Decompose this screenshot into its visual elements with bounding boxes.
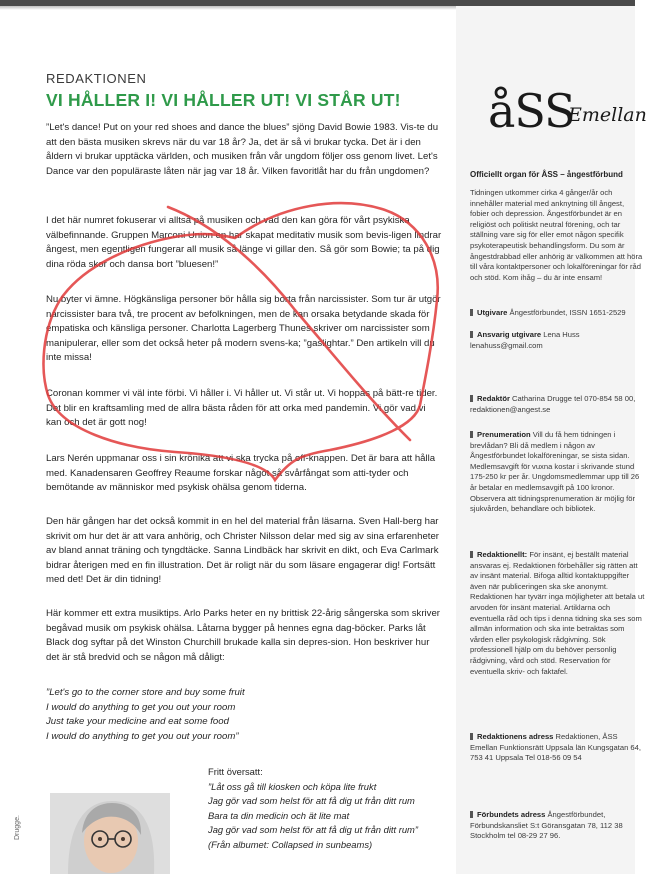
paragraph-5: Lars Nerén uppmanar oss i sin krönika att vi ska trycka på off-knappen. Det är bara att hålla med. Kanadensaren Geoffrey Reaume forskar något så svårfångat som atti-tyder och bemötande av människor med psykisk ohälsa genom tiderna. [46, 453, 436, 493]
portrait-illustration [50, 793, 170, 874]
lyric-line: Just take your medicine and eat some food [46, 716, 229, 727]
bullet-icon [470, 811, 473, 818]
paragraph-6: Den här gången har det också kommit in en hel del material från läsarna. Sven Hall-berg har skrivit om hur det är att vara anhörig, och Christer Nilsson delar med sig av sina erfarenheter av bland annat träning och tyngdtäcke. Sanna Lindbäck har skrivit en dikt, och Eva Carlmark bidrar återigen med en fin illustration. Det är roligt när du som läsare engagerar dig! Fortsätt med det! Det är din tidning! [46, 516, 439, 585]
brand-logo-subtitle: Emellan [568, 104, 647, 126]
translation-line: Jag gör vad som helst för att få dig ut från ditt rum [208, 795, 415, 806]
masthead-item-ansvarig: Ansvarig utgivare Lena Huss lenahuss@gmail.com [470, 330, 580, 350]
masthead-item-redaktor: Redaktör Catharina Drugge tel 070-854 58 00, redaktionen@angest.se [470, 394, 636, 414]
bullet-icon [470, 309, 473, 316]
masthead-item-utgivare: Utgivare Ångestförbundet, ISSN 1651-2529 [470, 308, 645, 319]
paragraph-1: ”Let's dance! Put on your red shoes and dance the blues” sjöng David Bowie 1983. Vis-te du att den bästa musiken skrevs när du var 18 år? Ja, det är så vi brukar tycka. Det är i den åldern vi brukar upptäcka världen, och musiken från vår ungdom följer oss genom livet. Let's Dance var den populäraste låten när jag var 18 år. Vilken favoritlåt har du från ungdomen? [46, 122, 439, 177]
lyric-line: I would do anything to get you out your room [46, 701, 236, 713]
lyric-line: ”Let's go to the corner store and buy some fruit [46, 687, 245, 698]
editor-portrait-photo [50, 793, 170, 874]
paragraph-2: I det här numret fokuserar vi alltså på musiken och vad den kan göra för vårt psykiska välbefinnande. Gruppen Marconi Union en har skapat meditativ musik som bevis-ligen lindrar ångest, men egentligen fungerar all musik så länge vi gillar den. Så gör som Bowie; ta på dig dina röda skor och dansa bort ”bluesen!” [46, 215, 442, 270]
lyric-line: I would do anything to get you out your room” [46, 730, 239, 742]
bullet-icon [470, 733, 473, 740]
lyrics-block [46, 686, 426, 744]
paragraph-3: Nu byter vi ämne. Högkänsliga personer bör hålla sig borta från narcissister. Som tur är utgör narcissister bara två, tre procent av befolkningen, men de kan orsaka betydande skada för empatiska och känsliga personer. Charlotta Lagerberg Thunes skriver om narcissister som manipulerar, eller som det också heter på modern svens-ka; ”gaslightar.” Den artikeln vill du inte missa! [46, 294, 441, 363]
bullet-icon [470, 551, 473, 558]
photo-credit: Drugge. [14, 815, 21, 840]
masthead-item-redaktionens-adress: Redaktionens adress Redaktionen, ÅSS Emellan Funktionsrätt Uppsala län Kungsgatan 64, 753 41 Uppsala Tel 018-56 09 54 [470, 732, 641, 763]
masthead-intro: Tidningen utkommer cirka 4 gånger/år och innehåller material med anknytning till ångest, fobier och depression. Ångestförbundet är en religiöst och politiskt neutral förening, och tar ställning vare sig för eller emot någon specifik psykoterapeutisk behandlingsform. Du som är ångestdrabbad eller anhörig är välkommen att höra till våra kontaktpersoner och lokalföreningar för råd och stöd. Kom ihåg – du är inte ensam! [470, 188, 643, 282]
translation-line: Jag gör vad som helst för att få dig ut från ditt rum” [208, 824, 418, 835]
brand-logo: åSS [488, 84, 575, 138]
masthead-item-redaktionellt: Redaktionellt: För insänt, ej beställt material ansvaras ej. Redaktionen förbehåller sig rätten att av insänt material. Bifoga alltid kontaktuppgifter även när publiceringen ska ske anonymt. Redaktionen har tyvärr inga möjligheter att betala ut arvoden för insänt material. Artiklarna och eventuella råd och tips i denna tidning ska ses som allmän information och ska inte betraktas som vården eller psykologisk rådgivning. Sök professionell hjälp om du behöver personlig rådgivning, vård och stöd. Reservation för eventuella skriv- och faktafel. [470, 550, 645, 676]
translation-label: Fritt översatt: [208, 766, 263, 777]
masthead-title: Officiellt organ för ÅSS – ångestförbund [470, 170, 623, 179]
masthead-item-prenumeration: Prenumeration Vill du få hem tidningen i brevlådan? Bli då medlem i någon av Ångestförbundet lokalföreningar, se sista sidan. Medlemsavgift för vuxna kostar i skrivande stund 175-250 kr per år. Ungdomsmedlemmar upp till 26 år betalar en medlemsavgift på 100 kronor. Observera att tidningsprenumeration är möjlig för sjukvården, behandlare och bibliotek. [470, 430, 640, 514]
translation-line: Bara ta din medicin och ät lite mat [208, 809, 350, 821]
bullet-icon [470, 331, 473, 338]
paragraph-4: Coronan kommer vi väl inte förbi. Vi håller i. Vi håller ut. Vi står ut. Vi hoppas på bätt-re tider. Det blir en kraftsamling med de allra bästa råden för att orka med pandemin. Vi gör vad vi kan och det är gott nog! [46, 388, 438, 428]
translation-block [208, 765, 453, 852]
bullet-icon [470, 431, 473, 438]
bullet-icon [470, 395, 473, 402]
headline: VI HÅLLER I! VI HÅLLER UT! VI STÅR UT! [46, 90, 401, 110]
translation-line: ”Låt oss gå till kiosken och köpa lite frukt [208, 780, 377, 792]
paragraph-7: Här kommer ett extra musiktips. Arlo Parks heter en ny brittisk 22-årig sångerska som skriver begåvad musik om psykisk ohälsa. Låtarna bygger på hennes egna dag-böcker. Parks låt Black dog syftar på det Winston Churchill brukade kalla sin depres-sion. Hon beskriver hur det är stå bredvid och se någon må dåligt: [46, 608, 441, 663]
translation-line: (Från albumet: Collapsed in sunbeams) [208, 838, 373, 850]
section-label: REDAKTIONEN [46, 71, 147, 86]
masthead-item-forbundets-adress: Förbundets adress Ångestförbundet, Förbundskansliet S:t Göransgatan 78, 112 38 Stockholm tel 08-29 27 96. [470, 810, 623, 841]
